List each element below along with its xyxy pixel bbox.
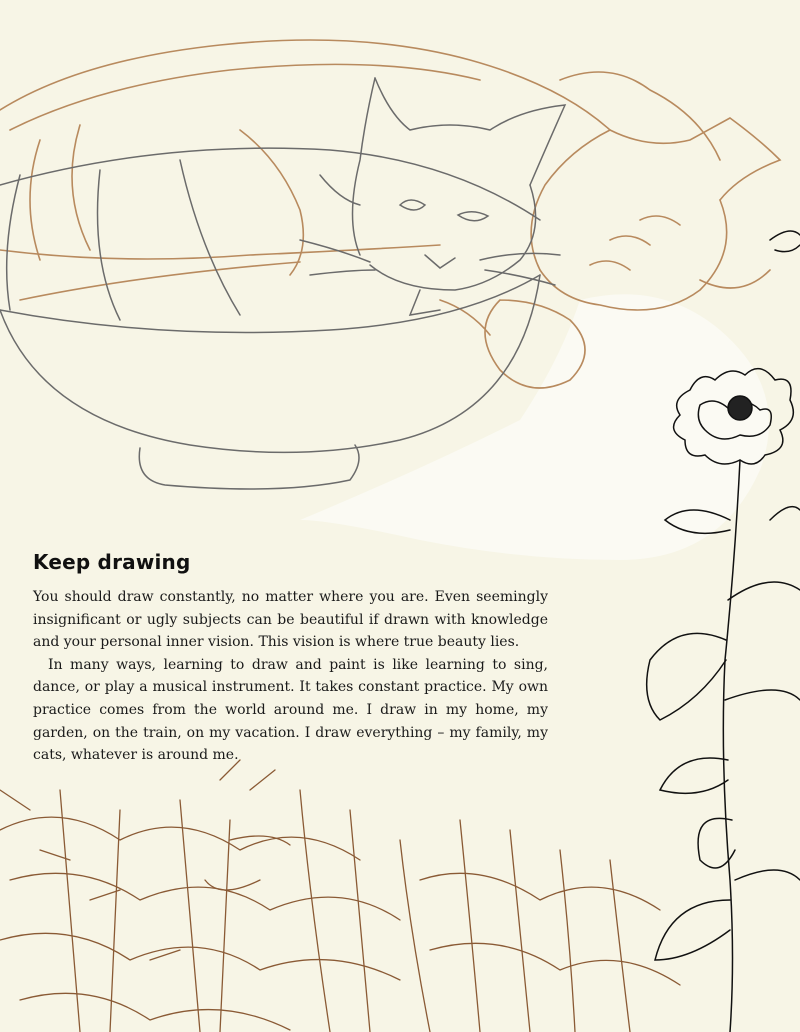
weeds-scribble-sketch	[0, 760, 680, 1032]
section-heading: Keep drawing	[33, 550, 191, 574]
paragraph-1: You should draw constantly, no matter where you are. Even seemingly insignificant or ugly subjects can be beautiful if drawn with knowledge and your personal inner vision. This vision is where true beauty lies.	[33, 589, 548, 651]
cat-in-bowl-sketch	[0, 78, 565, 489]
paragraph-2: In many ways, learning to draw and paint is like learning to sing, dance, or play a musical instrument. It takes constant practice. My own practice comes from the world around me. I draw in my home, my garden, on the train, on my vacation. I draw everything – my family, my cats, whatever is around me.	[33, 656, 548, 764]
text-block	[33, 550, 548, 767]
paper-highlight	[300, 294, 769, 560]
